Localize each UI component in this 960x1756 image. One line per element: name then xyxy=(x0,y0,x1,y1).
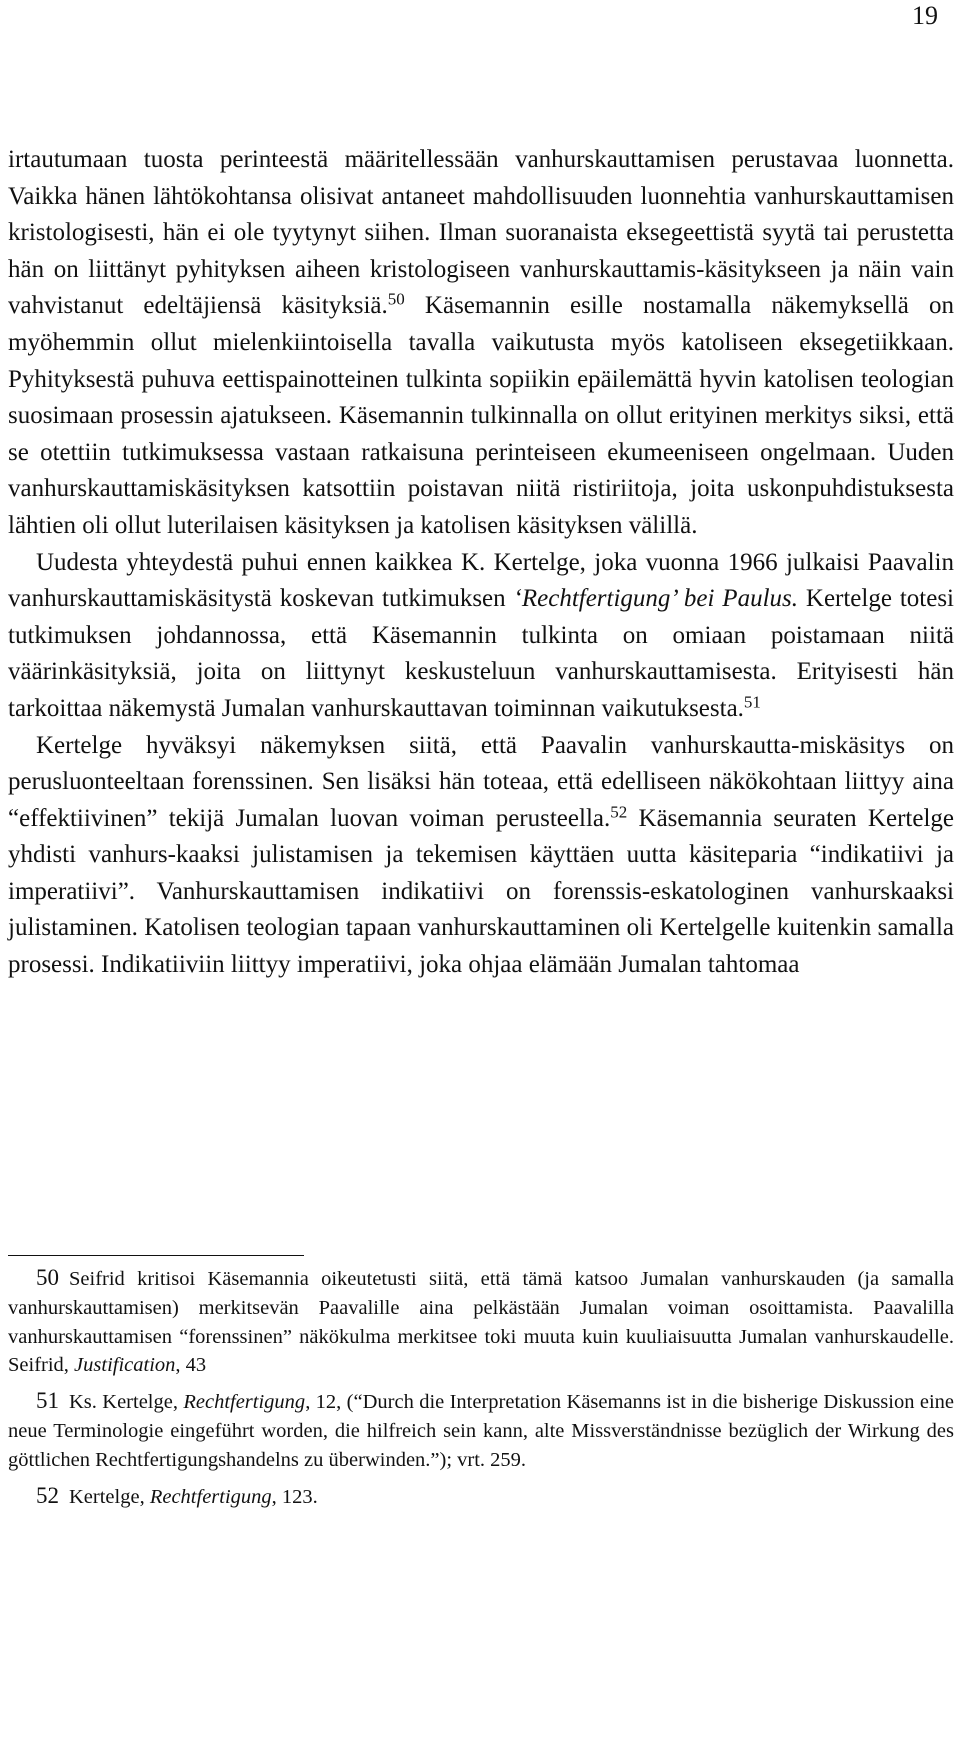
footnote-number: 52 xyxy=(36,1482,59,1508)
footnote-51 xyxy=(8,1387,954,1474)
book-title: ‘Rechtfertigung’ bei Paulus. xyxy=(513,585,798,613)
footnote-50 xyxy=(8,1264,954,1380)
footnote-ref[interactable]: 50 xyxy=(387,289,405,309)
footnote-title: Justification xyxy=(74,1354,176,1377)
footnote-text: Kertelge, xyxy=(69,1485,150,1508)
footnote-title: Rechtfertigung xyxy=(149,1485,272,1508)
footnotes xyxy=(8,1264,954,1518)
page-number: 19 xyxy=(912,1,938,30)
paragraph-1 xyxy=(8,142,954,545)
paragraph-text: Käsemannia seuraten Kertelge yhdisti vanhurs-kaaksi julistamisen ja tekemisen käyttäen uutta käsiteparia “indikatiivi ja imperatiivi”. Vanhurskauttamisen indikatiivi on forenssis-eskatologinen vanhurskaaksi julistaminen. Katolisen teologian tapaan vanhurskauttaminen oli Kertelgelle kuitenkin samalla prosessi. Indikatiiviin liittyy imperatiivi, joka ohjaa elämään Jumalan tahtomaa xyxy=(8,804,954,979)
footnote-number: 51 xyxy=(36,1388,59,1414)
footnote-number: 50 xyxy=(36,1265,59,1290)
paragraph-text: irtautumaan tuosta perinteestä määritellessään vanhurskauttamisen perustavaa luonnetta. Vaikka hänen lähtökohtansa olisivat antaneet mahdollisuuden luonnehtia vanhurskauttamisen kristologisesti, hän ei ole tyytynyt siihen. Ilman suoranaista eksegeettistä syytä tai perustetta hän on liittänyt pyhityksen aiheen kristologiseen vanhurskauttamis-käsitykseen ja näin vain vahvistanut edeltäjiensä käsityksiä. xyxy=(8,146,954,320)
footnote-text: Seifrid kritisoi Käsemannia oikeutetusti siitä, että tämä katsoo Jumalan vanhurskauden (ja samalla vanhurskauttamisen) merkitsevän Paavalille aina pelkästään Jumalan voiman osoittamista. Paavalilla vanhurskauttamisen “forenssinen” näkökulma merkitsee toki muuta kuin kuuliaisuutta Jumalan vanhurskaudelle. Seifrid, xyxy=(8,1268,954,1377)
main-text xyxy=(8,142,954,984)
paragraph-3 xyxy=(8,728,954,984)
footnote-text: , 123. xyxy=(271,1485,318,1508)
footnote-text: , 43 xyxy=(175,1354,207,1377)
footnote-separator xyxy=(8,1255,304,1256)
footnote-ref[interactable]: 51 xyxy=(743,692,761,712)
paragraph-text: Kertelge totesi tutkimuksen johdannossa, että Käsemannin tulkinta on omiaan poistamaan niitä väärinkäsityksiä, joita on liittynyt keskusteluun vanhurskauttamisesta. Erityisesti hän tarkoittaa näkemystä Jumalan vanhurskauttavan toiminnan vaikutuksesta. xyxy=(8,585,954,722)
footnote-ref[interactable]: 52 xyxy=(610,802,628,822)
footnote-title: Rechtfertigung xyxy=(183,1391,306,1414)
paragraph-text: Käsemannin esille nostamalla näkemyksellä on myöhemmin ollut mielenkiintoisella tavalla vaikutusta myös katoliseen eksegetiikkaan. Pyhityksestä puhuva eettispainotteinen tulkinta sopiikin epäilemättä hyvin katolisen teologian suosimaan prosessin ajatukseen. Käsemannin tulkinnalla on ollut erityinen merkitys siksi, että se otettiin tutkimuksessa vastaan ratkaisuna perinteiseen ekumeeniseen ongelmaan. Uuden vanhurskauttamiskäsityksen katsottiin poistavan niitä ristiriitoja, joita uskonpuhdistuksesta lähtien oli ollut luterilaisen käsityksen ja katolisen käsityksen välillä. xyxy=(8,292,954,539)
paragraph-text: Uudesta yhteydestä puhui ennen kaikkea K. Kertelge, joka vuonna 1966 julkaisi Paavalin vanhurskauttamiskäsitystä koskevan tutkimuksen xyxy=(8,548,954,613)
footnote-text: , 12, (“Durch die Interpretation Käsemanns ist in die bisherige Diskussion eine neue Terminologie eingeführt worden, die hilfreich sein kann, alte Missverständnisse bezüglich der Wirkung des göttlichen Rechtfertigungshandelns zu überwinden.”); vrt. 259. xyxy=(8,1391,954,1471)
paragraph-2 xyxy=(8,545,954,728)
footnote-text: Ks. Kertelge, xyxy=(69,1391,184,1414)
paragraph-text: Kertelge hyväksyi näkemyksen siitä, että Paavalin vanhurskautta-miskäsitys on perusluonteeltaan forenssinen. Sen lisäksi hän toteaa, että edelliseen näkökohtaan liittyy aina “effektiivinen” tekijä Jumalan luovan voiman perusteella. xyxy=(8,731,954,832)
footnote-52 xyxy=(8,1482,954,1512)
